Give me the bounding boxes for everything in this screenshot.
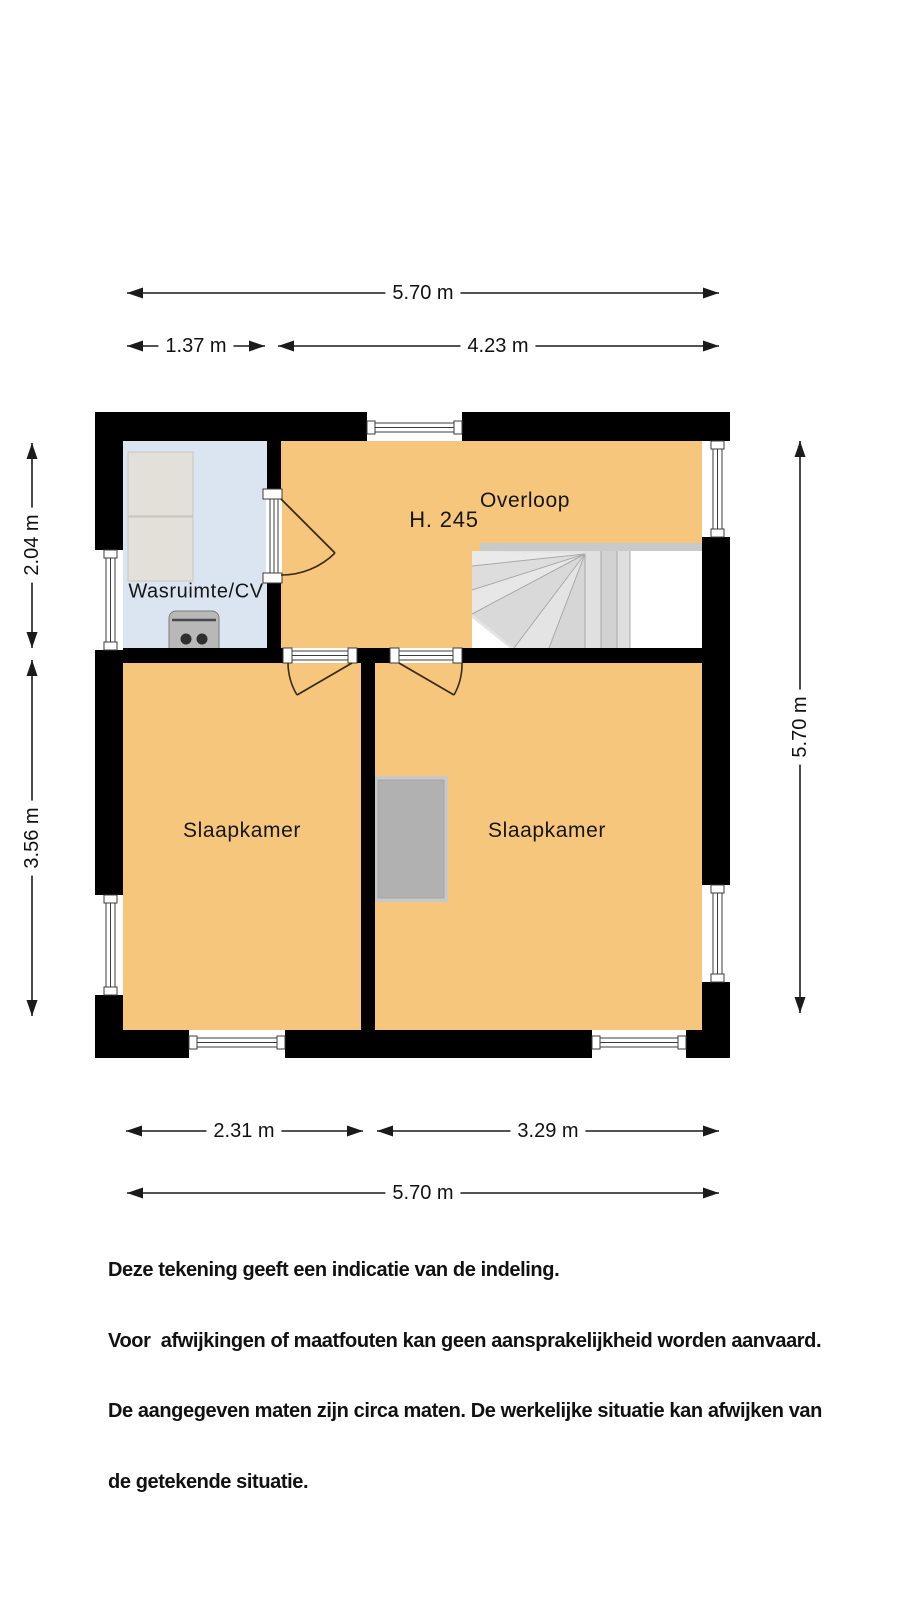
room-label-wasruimte: Wasruimte/CV	[128, 580, 264, 603]
dim-bottom-seg1: 2.31 m	[206, 1120, 281, 1142]
disclaimer-line-3: De aangegeven maten zijn circa maten. De werkelijke situatie kan afwijken van	[108, 1400, 822, 1422]
disclaimer-line-2: Voor afwijkingen of maatfouten kan geen aansprakelijkheid worden aanvaard.	[108, 1329, 822, 1352]
dim-bottom-total: 5.70 m	[385, 1182, 460, 1204]
window-right-lower	[702, 885, 730, 982]
disclaimer-line-4: de getekende situatie.	[108, 1470, 309, 1493]
washer-bottom	[128, 517, 193, 581]
dim-top-total: 5.70 m	[385, 282, 460, 304]
dim-left-seg2: 3.56 m	[21, 800, 43, 875]
window-top	[367, 412, 462, 441]
stair-rail	[480, 543, 702, 551]
dim-left-seg1: 2.04 m	[21, 507, 43, 582]
washer-top	[128, 452, 193, 516]
staircase	[472, 543, 702, 648]
window-bottom-left	[189, 1030, 285, 1058]
dim-top-seg2: 4.23 m	[460, 335, 535, 357]
room-label-overloop: Overloop	[479, 489, 571, 512]
room-label-slaapkamer-left: Slaapkamer	[182, 819, 302, 842]
disclaimer-text	[108, 1212, 898, 1541]
dim-top-seg1: 1.37 m	[158, 335, 233, 357]
room-height-label: H. 245	[409, 507, 479, 532]
wardrobe	[374, 776, 448, 902]
disclaimer-line-1: Deze tekening geeft een indicatie van de indeling.	[108, 1259, 560, 1281]
dim-bottom-seg2: 3.29 m	[510, 1120, 585, 1142]
dim-right-total: 5.70 m	[789, 689, 811, 764]
stairwell-void	[630, 551, 702, 648]
window-left-upper	[95, 550, 123, 650]
boiler-knob-icon	[181, 634, 192, 645]
window-bottom-right	[592, 1030, 686, 1058]
room-label-slaapkamer-right: Slaapkamer	[487, 819, 607, 842]
window-right-upper	[702, 441, 730, 537]
window-left-lower	[95, 895, 123, 995]
slaapkamer-left-floor	[123, 663, 361, 1030]
washing-machines	[128, 452, 193, 581]
boiler-knob-icon	[197, 634, 208, 645]
